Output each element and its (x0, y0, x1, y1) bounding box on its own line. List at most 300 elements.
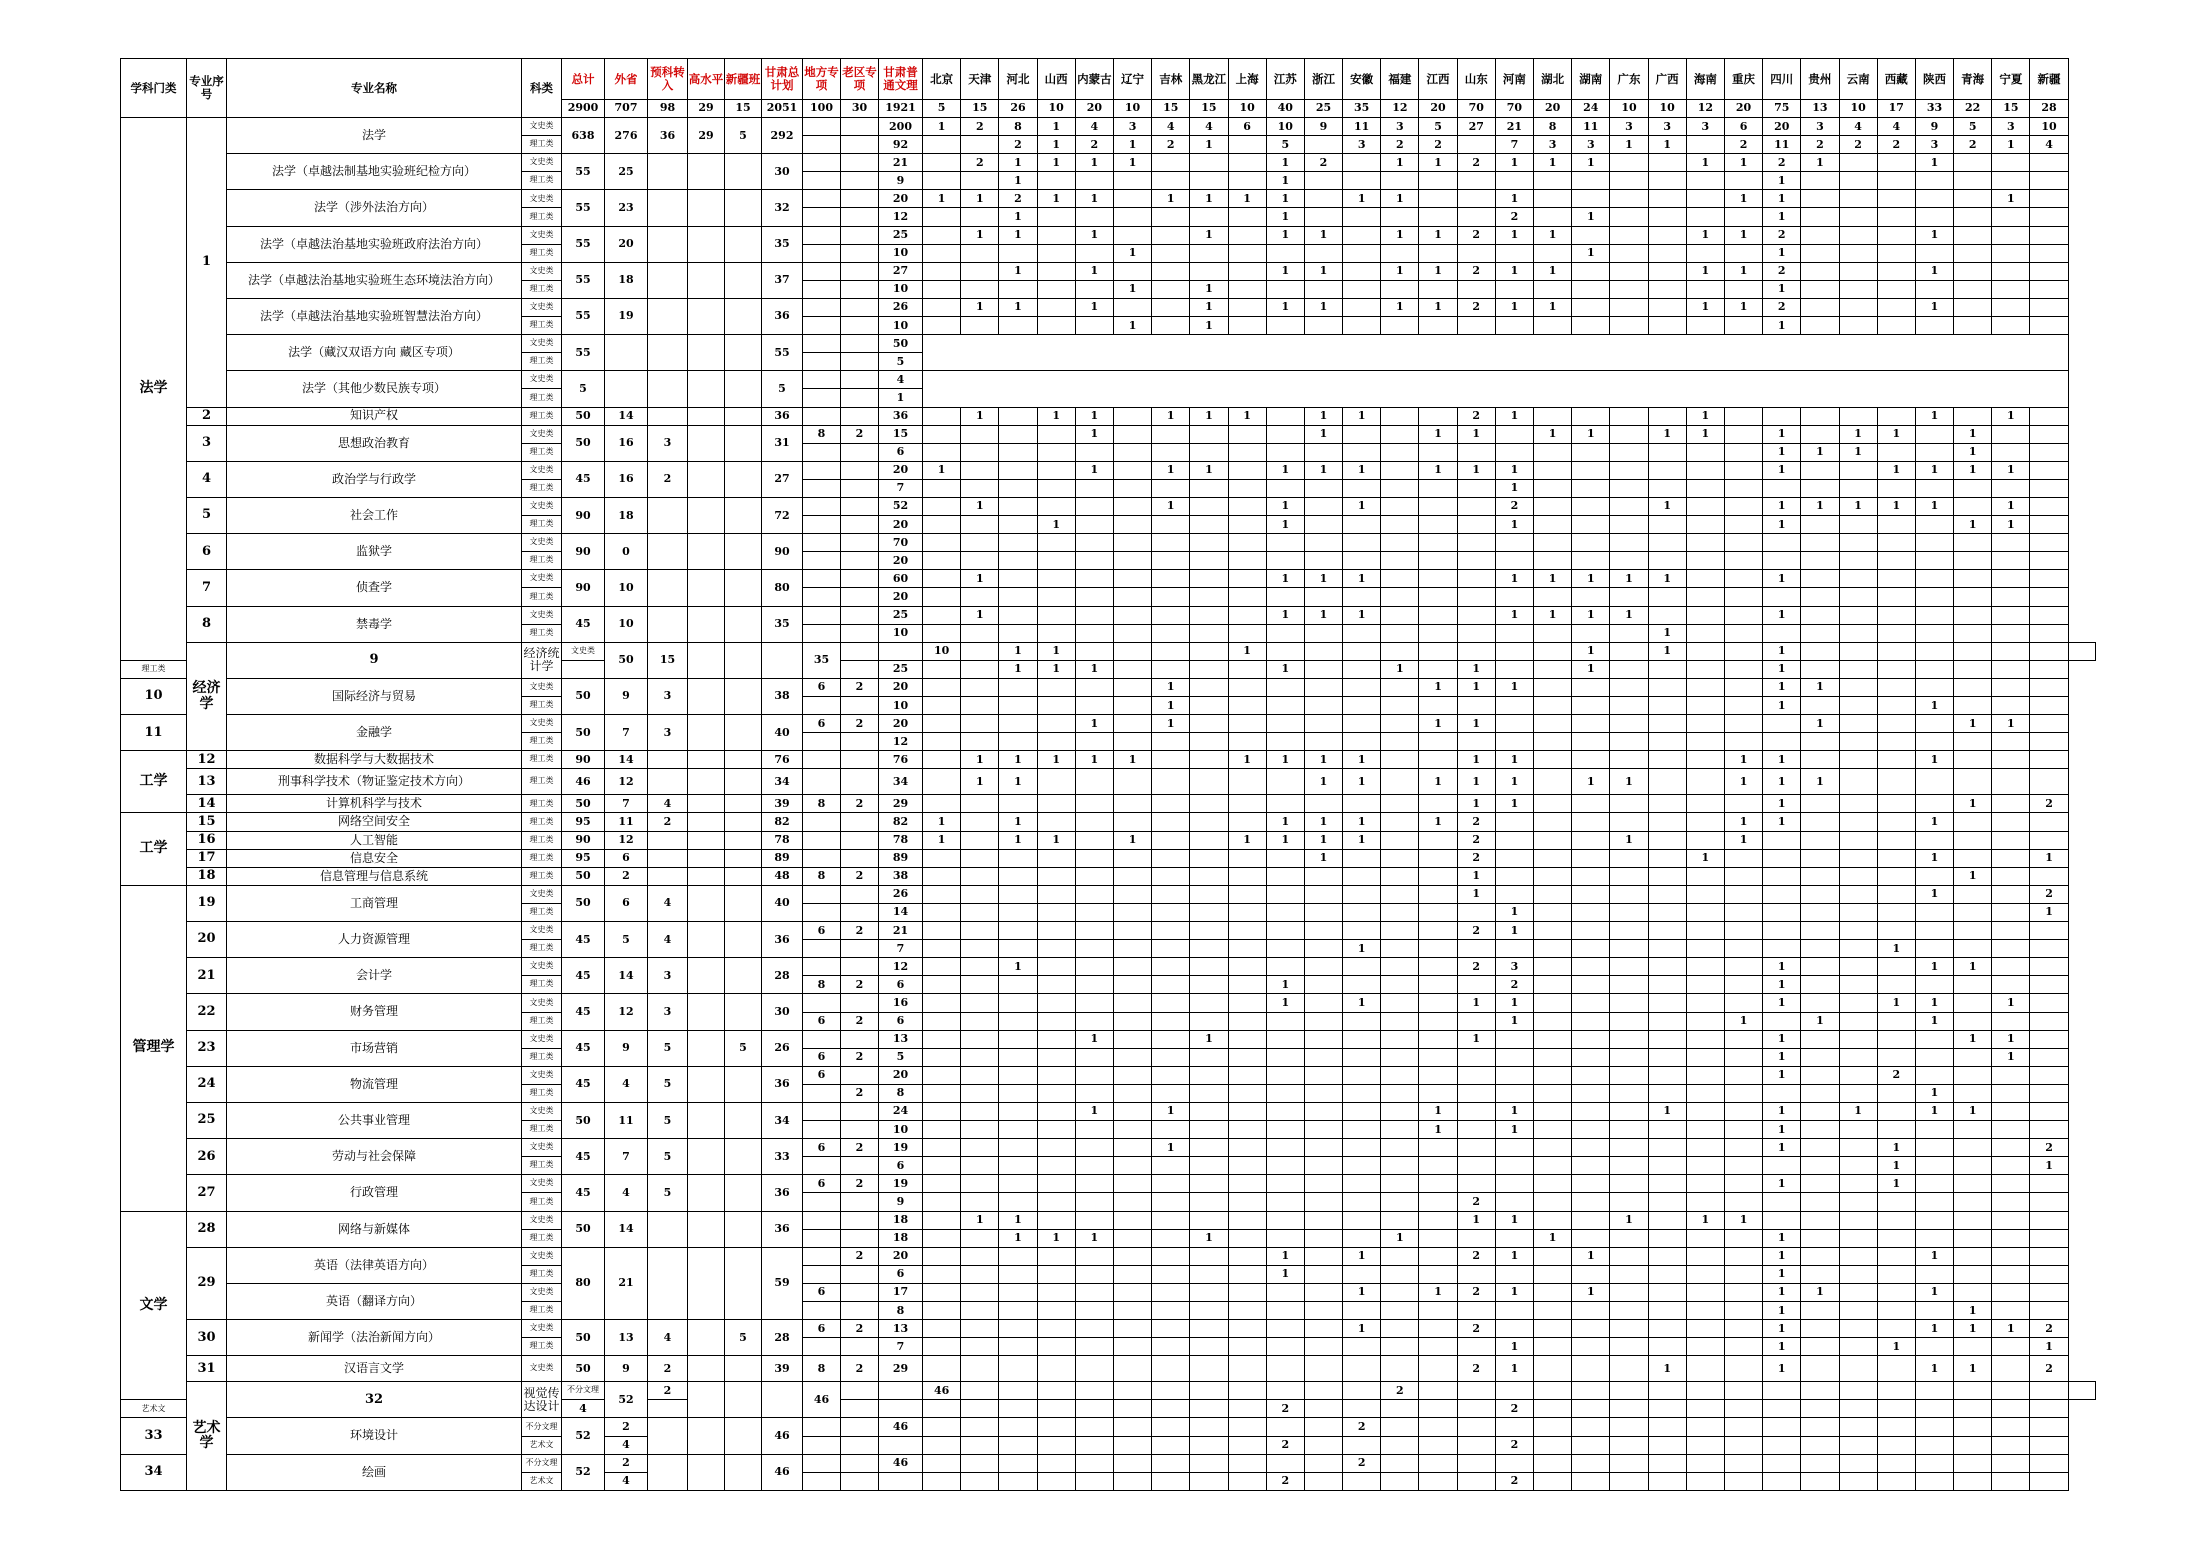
province-cell (1228, 588, 1266, 606)
province-cell (1839, 994, 1877, 1012)
province-cell (1915, 1265, 1953, 1283)
major-name-cell: 财务管理 (227, 994, 522, 1030)
province-cell (961, 1102, 999, 1120)
province-cell (1381, 1265, 1419, 1283)
province-cell (1075, 1418, 1113, 1436)
subject-type-cell: 不分文理 (562, 1382, 605, 1400)
province-cell: 1 (1763, 1265, 1801, 1283)
province-cell (1954, 813, 1992, 831)
province-cell (1534, 588, 1572, 606)
province-cell (1954, 940, 1992, 958)
table-row (121, 867, 2096, 885)
province-cell (1534, 1121, 1572, 1139)
plan-cell: 50 (562, 1320, 605, 1356)
province-cell: 1 (1572, 1283, 1610, 1301)
province-cell: 1 (1152, 497, 1190, 515)
province-cell (2030, 1012, 2068, 1030)
province-cell (961, 1382, 999, 1400)
plan-cell (803, 1084, 841, 1102)
major-seq-cell: 22 (187, 994, 227, 1030)
province-cell: 1 (961, 769, 999, 795)
province-cell (923, 1418, 961, 1436)
province-cell (1724, 715, 1762, 733)
province-cell (1877, 1400, 1915, 1418)
province-cell (1954, 1265, 1992, 1283)
subject-type-cell: 理工类 (522, 317, 562, 335)
province-cell: 1 (1954, 958, 1992, 976)
province-cell: 3 (1686, 118, 1724, 136)
province-cell: 4 (1839, 118, 1877, 136)
province-cell (1228, 172, 1266, 190)
plan-cell: 7 (605, 715, 648, 751)
province-cell: 2 (1763, 262, 1801, 280)
province-cell (1419, 1066, 1457, 1084)
province-cell: 2 (999, 136, 1037, 154)
province-cell (1992, 624, 2030, 642)
province-cell (1915, 1436, 1953, 1454)
province-cell (1724, 606, 1762, 624)
province-cell (1534, 940, 1572, 958)
province-cell (1266, 588, 1304, 606)
province-cell: 1 (1037, 831, 1075, 849)
plan-cell (841, 769, 879, 795)
province-cell (1877, 172, 1915, 190)
province-cell (1610, 516, 1648, 534)
province-cell (923, 479, 961, 497)
plan-cell: 6 (879, 1157, 923, 1175)
province-cell (1419, 1356, 1457, 1382)
province-cell (2030, 678, 2068, 696)
province-cell (1648, 534, 1686, 552)
province-cell (1686, 479, 1724, 497)
total-cell: 2051 (762, 100, 803, 118)
major-seq-cell: 3 (187, 425, 227, 461)
column-header: 总计 (562, 59, 605, 100)
column-header: 科类 (522, 59, 562, 118)
province-cell (2030, 1066, 2068, 1084)
province-cell (1266, 443, 1304, 461)
province-cell: 1 (1534, 606, 1572, 624)
province-cell (999, 1247, 1037, 1265)
province-cell (1610, 262, 1648, 280)
province-cell (1724, 534, 1762, 552)
plan-cell: 14 (605, 407, 648, 425)
province-cell (1610, 461, 1648, 479)
province-cell: 1 (1610, 831, 1648, 849)
plan-cell (648, 262, 688, 298)
province-cell (1113, 570, 1151, 588)
province-cell (1152, 849, 1190, 867)
province-cell (923, 940, 961, 958)
plan-cell (648, 154, 688, 190)
province-cell (1228, 849, 1266, 867)
province-cell (1152, 1418, 1190, 1436)
province-cell (1266, 1229, 1304, 1247)
province-cell: 1 (1075, 751, 1113, 769)
province-cell: 1 (1610, 1211, 1648, 1229)
province-cell (1495, 425, 1533, 443)
column-header: 湖北 (1534, 59, 1572, 100)
province-cell (1304, 1193, 1342, 1211)
province-cell (1113, 479, 1151, 497)
province-cell (1801, 976, 1839, 994)
province-cell (1724, 903, 1762, 921)
province-cell (1228, 534, 1266, 552)
column-header: 江苏 (1266, 59, 1304, 100)
plan-cell: 26 (879, 885, 923, 903)
plan-cell: 20 (879, 678, 923, 696)
total-cell: 15 (1152, 100, 1190, 118)
province-cell: 1 (1495, 226, 1533, 244)
province-cell (2030, 552, 2068, 570)
province-cell (1877, 208, 1915, 226)
province-cell (1343, 885, 1381, 903)
province-cell: 1 (1954, 867, 1992, 885)
province-cell: 1 (1381, 298, 1419, 316)
province-cell (1686, 552, 1724, 570)
province-cell: 1 (1495, 994, 1533, 1012)
province-cell (1992, 1338, 2030, 1356)
province-cell (1495, 624, 1533, 642)
province-cell (1610, 1302, 1648, 1320)
province-cell (999, 922, 1037, 940)
province-cell (1763, 1157, 1801, 1175)
province-cell (1037, 733, 1075, 751)
plan-cell: 59 (762, 1247, 803, 1319)
plan-cell: 6 (803, 1048, 841, 1066)
province-cell (1037, 317, 1075, 335)
plan-cell: 30 (762, 994, 803, 1030)
plan-cell: 14 (605, 1211, 648, 1247)
plan-cell (725, 190, 762, 226)
province-cell: 1 (1801, 715, 1839, 733)
province-cell (1304, 534, 1342, 552)
total-cell: 29 (688, 100, 725, 118)
province-cell (1495, 642, 1533, 660)
province-cell (1839, 407, 1877, 425)
province-cell: 1 (1381, 1229, 1419, 1247)
subject-type-cell: 文史类 (522, 534, 562, 552)
province-cell (1152, 479, 1190, 497)
province-cell (1457, 1454, 1495, 1472)
province-cell (1992, 443, 2030, 461)
plan-cell: 55 (562, 226, 605, 262)
province-cell (1457, 552, 1495, 570)
plan-cell: 76 (762, 751, 803, 769)
province-cell (923, 1302, 961, 1320)
province-cell (1304, 443, 1342, 461)
province-cell (961, 813, 999, 831)
province-cell (1801, 1472, 1839, 1490)
plan-cell: 9 (605, 678, 648, 714)
plan-cell: 6 (605, 849, 648, 867)
province-cell (1839, 903, 1877, 921)
province-cell (1954, 1382, 1992, 1400)
province-cell: 2 (1457, 298, 1495, 316)
province-cell (1037, 885, 1075, 903)
province-cell (1877, 733, 1915, 751)
table-row (121, 849, 2096, 867)
province-cell (1648, 1302, 1686, 1320)
province-cell (1572, 976, 1610, 994)
plan-cell: 2 (841, 1012, 879, 1030)
subject-type-cell: 理工类 (522, 244, 562, 262)
province-cell (1648, 317, 1686, 335)
province-cell (1954, 298, 1992, 316)
plan-cell (688, 849, 725, 867)
subject-type-cell: 文史类 (522, 425, 562, 443)
province-cell (1419, 1030, 1457, 1048)
province-cell (1686, 461, 1724, 479)
total-cell: 2900 (562, 100, 605, 118)
province-cell (1457, 624, 1495, 642)
province-cell (2030, 1454, 2068, 1472)
province-cell (961, 678, 999, 696)
province-cell (1113, 1418, 1151, 1436)
province-cell (1152, 262, 1190, 280)
province-cell (1075, 1121, 1113, 1139)
province-cell (1381, 813, 1419, 831)
province-cell (1113, 172, 1151, 190)
province-cell (1992, 1247, 2030, 1265)
province-cell: 1 (1572, 570, 1610, 588)
plan-cell (803, 1454, 841, 1472)
plan-cell: 21 (605, 1247, 648, 1319)
province-cell: 1 (1266, 1247, 1304, 1265)
province-cell (1304, 1247, 1342, 1265)
province-cell (1190, 751, 1228, 769)
plan-cell: 6 (803, 1175, 841, 1193)
total-cell: 30 (841, 100, 879, 118)
subject-type-cell: 文史类 (522, 262, 562, 280)
major-name-cell: 公共事业管理 (227, 1102, 522, 1138)
province-cell (1190, 1472, 1228, 1490)
province-cell (1457, 1102, 1495, 1120)
province-cell (1495, 1229, 1533, 1247)
province-cell (1915, 606, 1953, 624)
province-cell (1304, 624, 1342, 642)
province-cell (1075, 1157, 1113, 1175)
province-cell (961, 208, 999, 226)
province-cell (1610, 1338, 1648, 1356)
province-cell (1915, 425, 1953, 443)
province-cell (1724, 1265, 1762, 1283)
province-cell (1495, 1175, 1533, 1193)
total-cell: 20 (1419, 100, 1457, 118)
plan-cell: 90 (562, 831, 605, 849)
province-cell (1724, 443, 1762, 461)
province-cell (1610, 1400, 1648, 1418)
total-cell: 12 (1381, 100, 1419, 118)
province-cell (1419, 407, 1457, 425)
plan-cell: 30 (762, 154, 803, 190)
province-cell (1266, 697, 1304, 715)
plan-cell (841, 1229, 879, 1247)
province-cell: 2 (1763, 154, 1801, 172)
province-cell (1572, 1302, 1610, 1320)
plan-cell (803, 958, 841, 976)
province-cell (1419, 280, 1457, 298)
plan-cell (688, 751, 725, 769)
province-cell (1266, 534, 1304, 552)
province-cell (1381, 244, 1419, 262)
province-cell: 10 (2030, 118, 2068, 136)
province-cell (1992, 1102, 2030, 1120)
province-cell (1228, 317, 1266, 335)
province-cell (1495, 552, 1533, 570)
province-cell (1075, 642, 1113, 660)
province-cell: 1 (1419, 769, 1457, 795)
province-cell (1457, 1084, 1495, 1102)
province-cell (2030, 317, 2068, 335)
province-cell (1419, 552, 1457, 570)
province-cell: 1 (1839, 425, 1877, 443)
province-cell (923, 678, 961, 696)
province-cell (1152, 570, 1190, 588)
plan-cell: 20 (879, 516, 923, 534)
province-cell (923, 1157, 961, 1175)
province-cell (1610, 154, 1648, 172)
province-cell (1152, 1454, 1190, 1472)
province-cell (1610, 1175, 1648, 1193)
province-cell (1037, 298, 1075, 316)
province-cell (2030, 1265, 2068, 1283)
province-cell (1915, 769, 1953, 795)
province-cell (1915, 922, 1953, 940)
province-cell (1915, 1454, 1953, 1472)
province-cell: 1 (1763, 317, 1801, 335)
province-cell (1457, 1436, 1495, 1454)
province-cell (1572, 1012, 1610, 1030)
province-cell: 1 (1763, 425, 1801, 443)
province-cell (1304, 1102, 1342, 1120)
province-cell (1686, 1454, 1724, 1472)
province-cell (1534, 976, 1572, 994)
plan-cell (841, 1302, 879, 1320)
plan-cell: 32 (762, 190, 803, 226)
province-cell (1763, 588, 1801, 606)
province-cell: 1 (1915, 154, 1953, 172)
province-cell (1686, 1157, 1724, 1175)
province-cell (1610, 1454, 1648, 1472)
province-cell (1648, 298, 1686, 316)
province-cell (1419, 317, 1457, 335)
province-cell (1877, 715, 1915, 733)
major-seq-cell: 14 (187, 795, 227, 813)
province-cell (961, 1193, 999, 1211)
province-cell (923, 1356, 961, 1382)
province-cell (1572, 813, 1610, 831)
province-cell (1228, 1012, 1266, 1030)
province-cell (1419, 867, 1457, 885)
major-name-cell: 禁毒学 (227, 606, 522, 642)
plan-cell: 55 (762, 335, 803, 371)
province-cell: 1 (1495, 1211, 1533, 1229)
column-header: 江西 (1419, 59, 1457, 100)
province-cell (1801, 940, 1839, 958)
province-cell (1915, 733, 1953, 751)
table-row (121, 461, 2096, 479)
plan-cell (803, 1265, 841, 1283)
province-cell (1954, 479, 1992, 497)
province-cell (1190, 443, 1228, 461)
plan-cell: 90 (562, 534, 605, 570)
total-cell: 70 (1457, 100, 1495, 118)
province-cell (1648, 940, 1686, 958)
province-cell (1954, 1066, 1992, 1084)
province-cell (1954, 1121, 1992, 1139)
province-cell: 1 (1763, 976, 1801, 994)
province-cell: 1 (1534, 298, 1572, 316)
plan-cell (803, 1211, 841, 1229)
province-cell (1954, 244, 1992, 262)
plan-cell: 292 (762, 118, 803, 154)
province-cell (1992, 769, 2030, 795)
province-cell (1037, 994, 1075, 1012)
province-cell: 2 (1457, 1193, 1495, 1211)
province-cell (1572, 831, 1610, 849)
province-cell (1724, 1066, 1762, 1084)
province-cell: 1 (1877, 1338, 1915, 1356)
province-cell: 1 (1992, 1320, 2030, 1338)
plan-cell (688, 534, 725, 570)
table-row (121, 298, 2096, 316)
province-cell (1610, 497, 1648, 515)
province-cell (999, 1066, 1037, 1084)
province-cell (1113, 849, 1151, 867)
province-cell (1037, 1400, 1075, 1418)
province-cell (1648, 1283, 1686, 1301)
province-cell (2030, 1211, 2068, 1229)
province-cell: 2 (999, 190, 1037, 208)
province-cell (1839, 751, 1877, 769)
plan-cell (803, 751, 841, 769)
plan-cell: 50 (562, 407, 605, 425)
province-cell (1724, 425, 1762, 443)
province-cell (1839, 172, 1877, 190)
plan-cell (725, 226, 762, 262)
major-name-cell: 政治学与行政学 (227, 461, 522, 497)
column-header: 山西 (1037, 59, 1075, 100)
table-row (121, 1283, 2096, 1301)
plan-cell: 52 (879, 497, 923, 515)
province-cell: 1 (1419, 715, 1457, 733)
table-row (121, 1139, 2096, 1157)
province-cell (1839, 1454, 1877, 1472)
province-cell (1381, 1066, 1419, 1084)
province-cell: 1 (1992, 190, 2030, 208)
province-cell (1839, 885, 1877, 903)
province-cell (961, 1175, 999, 1193)
province-cell (1534, 1418, 1572, 1436)
province-cell: 2 (1457, 1356, 1495, 1382)
province-cell (999, 1193, 1037, 1211)
province-cell (1419, 922, 1457, 940)
province-cell (1839, 1265, 1877, 1283)
plan-cell (803, 1247, 841, 1265)
province-cell (1610, 226, 1648, 244)
province-cell (1648, 1382, 1686, 1400)
province-cell (1648, 244, 1686, 262)
province-cell (1457, 976, 1495, 994)
province-cell (1304, 1400, 1342, 1418)
province-cell (1419, 1418, 1457, 1436)
plan-cell (803, 1030, 841, 1048)
province-cell (1801, 624, 1839, 642)
province-cell (1877, 1030, 1915, 1048)
province-cell (1992, 1193, 2030, 1211)
province-cell (1839, 1400, 1877, 1418)
